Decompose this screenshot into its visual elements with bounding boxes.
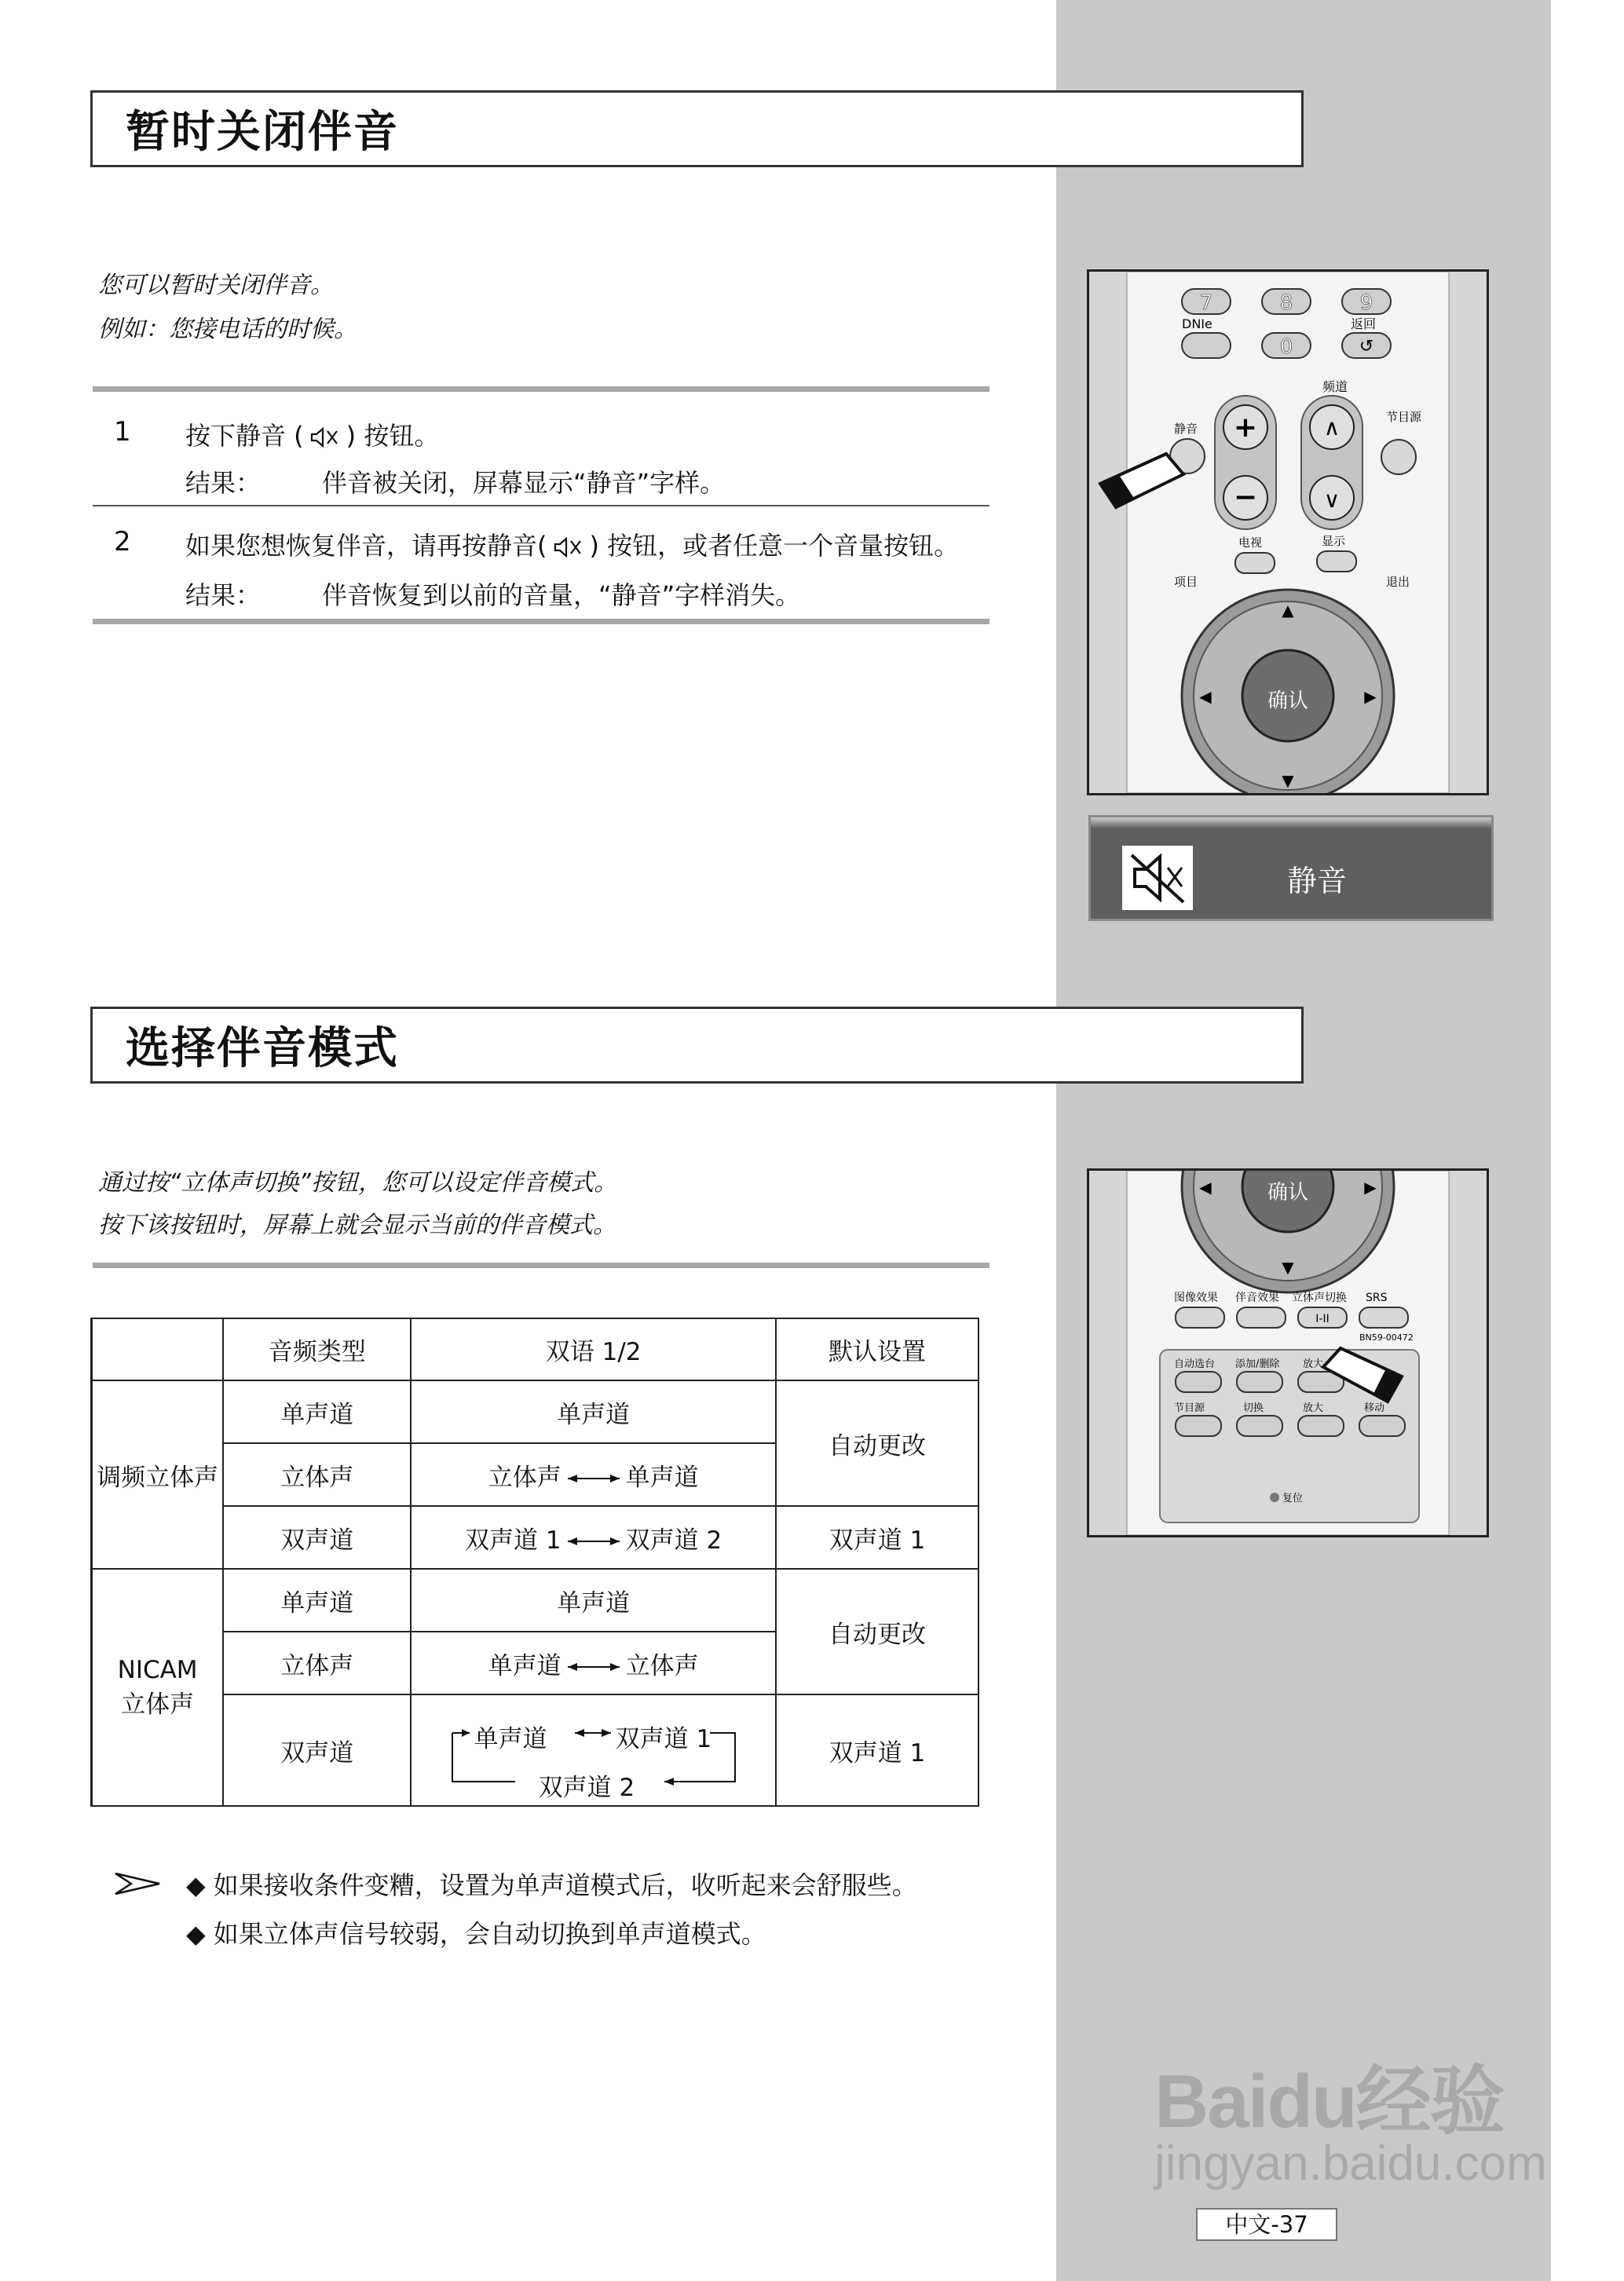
- table-row: [92, 1694, 979, 1806]
- ok-key-label: 确认: [1267, 1181, 1309, 1204]
- svg-text:▶: ▶: [1364, 687, 1377, 706]
- page-number: 中文-37: [1196, 2208, 1337, 2241]
- mode-cell: 立体声 单声道: [411, 1443, 776, 1506]
- mute-icon: [552, 536, 585, 558]
- remote-photo-mute: [1087, 269, 1489, 795]
- key-0: 0: [1279, 335, 1293, 359]
- key-9: 9: [1359, 291, 1373, 315]
- result-text: 伴音被关闭，屏幕显示“静音”字样。: [322, 468, 726, 498]
- remote-illustration: [1089, 1171, 1487, 1535]
- tv-label: 电视: [1238, 536, 1263, 550]
- remote-photo-stereo: [1087, 1168, 1489, 1537]
- table-row: [92, 1569, 979, 1632]
- step-number: 2: [114, 526, 131, 557]
- note-item: ◆ 如果立体声信号较弱，会自动切换到单声道模式。: [186, 1919, 766, 1949]
- audio-type-cell: 立体声: [223, 1443, 411, 1506]
- svg-text:▲: ▲: [1282, 601, 1294, 620]
- group-name-cell: 调频立体声: [92, 1380, 224, 1569]
- table-header-row: [92, 1318, 979, 1380]
- note-item: ◆ 如果接收条件变糟，设置为单声道模式后，收听起来会舒服些。: [186, 1870, 917, 1900]
- return-icon: ↺: [1359, 337, 1374, 356]
- table-row: [92, 1506, 979, 1569]
- cycle-dual-2: 双声道 2: [538, 1774, 635, 1802]
- rule-top: [93, 386, 989, 392]
- exit-label: 退出: [1386, 575, 1410, 589]
- intro-line: 例如：您接电话的时候。: [98, 316, 357, 343]
- table-header-cell: [92, 1318, 224, 1380]
- zoom-label: 放大: [1303, 1358, 1324, 1370]
- mode-cell: 单声道 立体声: [411, 1632, 776, 1694]
- ok-key-label: 确认: [1267, 689, 1309, 713]
- intro-line: 通过按“立体声切换”按钮，您可以设定伴音模式。: [98, 1169, 618, 1197]
- double-arrow-icon: [566, 1536, 621, 1547]
- reset-label: 复位: [1282, 1493, 1304, 1504]
- cycle-dual-1: 双声道 1: [615, 1725, 712, 1753]
- audio-type-cell: 单声道: [223, 1569, 411, 1632]
- switch-label: 切换: [1243, 1402, 1264, 1414]
- audio-type-cell: 双声道: [223, 1506, 411, 1569]
- table-header-cell: 双语 1/2: [411, 1318, 776, 1380]
- audio-type-cell: 双声道: [223, 1694, 411, 1806]
- result-label: 结果：: [185, 580, 262, 610]
- result-text: 伴音恢复到以前的音量，“静音”字样消失。: [322, 580, 801, 610]
- svg-text:+: +: [1233, 411, 1258, 444]
- watermark: [1154, 2042, 1547, 2191]
- section-title-mute: [90, 90, 1304, 167]
- mode-cell: 单声道: [411, 1569, 776, 1632]
- watermark-url: jingyan.baidu.com: [1154, 2137, 1547, 2191]
- return-label: 返回: [1351, 316, 1377, 331]
- section-title-text: 选择伴音模式: [126, 1023, 399, 1074]
- rule-bottom: [93, 619, 989, 624]
- note-arrow-icon: [114, 1872, 161, 1895]
- channel-label: 频道: [1322, 379, 1348, 394]
- display-label: 显示: [1322, 534, 1346, 548]
- step-instruction: 如果您想恢复伴音，请再按静音( ) 按钮，或者任意一个音量按钮。: [185, 531, 960, 561]
- section-title-text: 暂时关闭伴音: [126, 107, 399, 158]
- mode-cell: 双声道 1 双声道 2: [411, 1506, 776, 1569]
- intro-sound-mode: [98, 1162, 617, 1247]
- zoom-label-2: 放大: [1303, 1402, 1324, 1414]
- rule-sound-mode: [93, 1263, 989, 1268]
- key-7: 7: [1199, 291, 1213, 315]
- srs-label: SRS: [1366, 1292, 1388, 1304]
- svg-text:▼: ▼: [1282, 1258, 1294, 1277]
- sound-mode-table: [90, 1318, 979, 1807]
- mode-cell: 单声道: [411, 1380, 776, 1443]
- group-name-line: 立体声: [121, 1690, 195, 1719]
- remote-illustration: [1089, 272, 1487, 793]
- source-label: 节目源: [1386, 410, 1422, 424]
- double-arrow-icon: [566, 1661, 621, 1672]
- picture-effect-label: 图像效果: [1174, 1292, 1218, 1304]
- intro-mute: [98, 264, 357, 352]
- mute-osd: [1088, 815, 1494, 921]
- svg-text:I-II: I-II: [1315, 1313, 1330, 1325]
- default-cell: 双声道 1: [776, 1694, 978, 1806]
- intro-line: 按下该按钮时，屏幕上就会显示当前的伴音模式。: [98, 1212, 616, 1239]
- cycle-mono: 单声道: [474, 1725, 547, 1753]
- mute-icon: [309, 426, 342, 448]
- key-8: 8: [1279, 291, 1293, 315]
- model-code: BN59-00472: [1359, 1332, 1414, 1343]
- audio-type-cell: 单声道: [223, 1380, 411, 1443]
- step-instruction: 按下静音 ( ) 按钮。: [185, 421, 440, 451]
- default-cell: 双声道 1: [776, 1506, 978, 1569]
- watermark-main: Baidu经验: [1154, 2060, 1504, 2144]
- mute-key-label: 静音: [1174, 422, 1198, 436]
- mode-cell-cycle: [411, 1694, 776, 1806]
- audio-type-cell: 立体声: [223, 1632, 411, 1694]
- sound-effect-label: 伴音效果: [1235, 1292, 1279, 1304]
- table-header-cell: 默认设置: [776, 1318, 978, 1380]
- svg-text:−: −: [1233, 481, 1258, 514]
- svg-text:◀: ◀: [1199, 1178, 1212, 1197]
- notes: [114, 1861, 917, 1958]
- stereo-switch-label: 立体声切换: [1292, 1292, 1347, 1304]
- svg-text:▶: ▶: [1364, 1178, 1377, 1197]
- add-delete-label: 添加/删除: [1235, 1358, 1280, 1370]
- svg-text:▼: ▼: [1282, 771, 1294, 790]
- menu-label: 项目: [1174, 575, 1198, 589]
- auto-tune-label: 自动选台: [1174, 1358, 1216, 1370]
- svg-text:∨: ∨: [1323, 487, 1341, 513]
- result-label: 结果：: [185, 468, 262, 498]
- default-cell: 自动更改: [776, 1569, 978, 1694]
- double-arrow-icon: [566, 1473, 621, 1484]
- speaker-muted-icon: [1122, 846, 1193, 910]
- move-label: 移动: [1364, 1402, 1385, 1414]
- rule-between-steps: [93, 505, 989, 506]
- default-cell: 自动更改: [776, 1380, 978, 1506]
- section-title-sound-mode: [90, 1007, 1304, 1084]
- mute-osd-label: 静音: [1287, 864, 1348, 898]
- group-name-line: NICAM: [117, 1655, 198, 1684]
- group-name-cell: [92, 1569, 224, 1806]
- dnie-label: DNIe: [1182, 316, 1213, 331]
- source-label: 节目源: [1174, 1402, 1205, 1414]
- intro-line: 您可以暂时关闭伴音。: [98, 272, 334, 299]
- svg-text:◀: ◀: [1199, 687, 1212, 706]
- svg-text:∧: ∧: [1323, 415, 1341, 440]
- table-row: [92, 1380, 979, 1443]
- table-header-cell: 音频类型: [223, 1318, 411, 1380]
- step-number: 1: [114, 416, 131, 448]
